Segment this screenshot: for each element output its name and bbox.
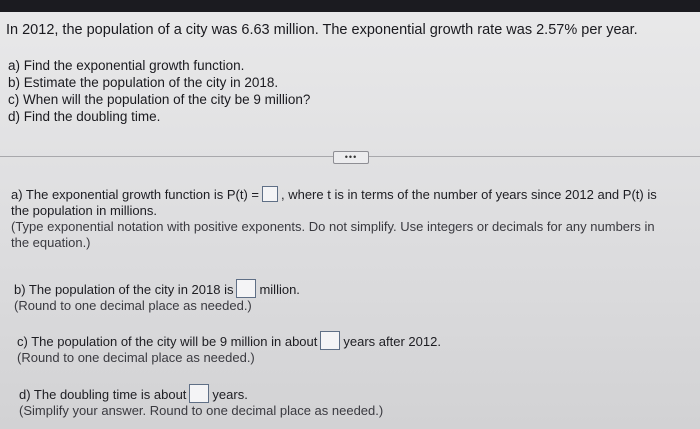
problem-statement: In 2012, the population of a city was 6.63 million. The exponential growth rate was 2.57% per year. — [6, 22, 638, 38]
answer-a-text-after: , where t is in terms of the number of years since 2012 and P(t) is — [280, 187, 657, 202]
answer-d-input[interactable] — [189, 384, 209, 403]
answer-c-text: c) The population of the city will be 9 million in about — [17, 334, 318, 349]
question-part-c: c) When will the population of the city be 9 million? — [8, 92, 311, 107]
answer-b-text: b) The population of the city in 2018 is — [14, 282, 234, 297]
answer-c-input[interactable] — [320, 331, 340, 350]
top-bar — [0, 0, 700, 12]
question-part-d: d) Find the doubling time. — [8, 109, 161, 124]
answer-a-line2: the population in millions. — [11, 203, 157, 218]
answer-c — [17, 331, 441, 366]
answer-b-hint: (Round to one decimal place as needed.) — [14, 298, 252, 313]
question-part-a: a) Find the exponential growth function. — [8, 58, 245, 73]
answer-b — [14, 279, 300, 314]
answer-d-text-after: years. — [212, 387, 248, 402]
answer-b-input[interactable] — [236, 279, 256, 298]
answer-a-hint: (Type exponential notation with positive exponents. Do not simplify. Use integers or decimals for any numbers in — [11, 219, 655, 234]
question-parts — [8, 57, 310, 125]
answer-c-text-after: years after 2012. — [343, 334, 441, 349]
answer-a — [11, 186, 695, 251]
answer-b-text-after: million. — [259, 282, 300, 297]
expand-button[interactable]: ••• — [333, 151, 369, 164]
answer-a-text: a) The exponential growth function is P(t) = — [11, 187, 259, 202]
answer-d-text: d) The doubling time is about — [19, 387, 187, 402]
answer-a-hint-cont: the equation.) — [11, 235, 91, 250]
answer-c-hint: (Round to one decimal place as needed.) — [17, 350, 255, 365]
question-part-b: b) Estimate the population of the city in 2018. — [8, 75, 279, 90]
answer-a-input[interactable] — [262, 186, 278, 202]
answer-d — [19, 384, 383, 419]
answer-d-hint: (Simplify your answer. Round to one decimal place as needed.) — [19, 403, 384, 418]
